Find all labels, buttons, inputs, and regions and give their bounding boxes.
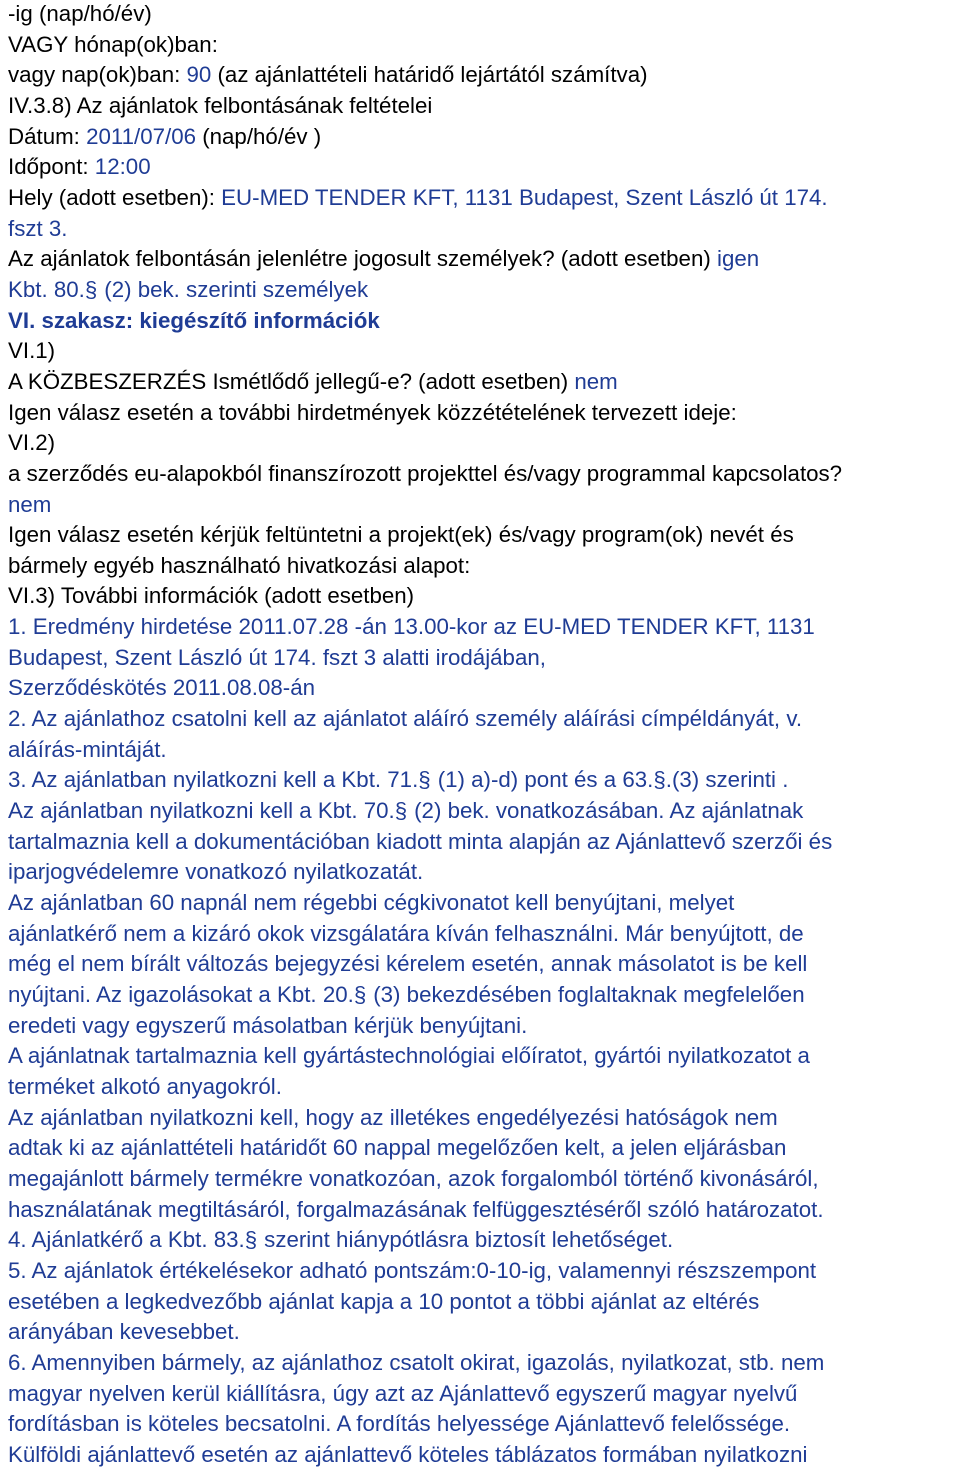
value-text: Budapest, Szent László út 174. fszt 3 alatti irodájában, <box>8 644 546 670</box>
text-line <box>8 888 952 919</box>
value-text: fszt 3. <box>8 215 68 241</box>
text-line <box>8 1041 952 1072</box>
value-text: Az ajánlatban 60 napnál nem régebbi cégkivonatot kell benyújtani, melyet <box>8 890 735 916</box>
text-line <box>8 30 952 61</box>
text-line <box>8 1317 952 1348</box>
value-text: még el nem bírált változás bejegyzési kérelem esetén, annak másolatot is be kell <box>8 951 808 977</box>
text-line <box>8 1164 952 1195</box>
label-text: (nap/hó/év ) <box>196 123 322 149</box>
text-line <box>8 1256 952 1287</box>
value-text: (2) bek. szerinti személyek <box>104 276 369 302</box>
value-text: (2) bek. vonatkozásában. Az ajánlatnak <box>414 798 804 824</box>
value-text: § <box>418 767 431 793</box>
value-text: nyújtani. Az igazolásokat a Kbt. 20. <box>8 982 354 1007</box>
label-text: Igen válasz esetén kérjük feltüntetni a projekt(ek) és/vagy program(ok) nevét és <box>8 522 794 548</box>
value-text: .(3) szerinti . <box>665 767 789 793</box>
text-line <box>8 183 952 214</box>
text-line <box>8 152 952 183</box>
label-text: a szerződés eu-alapokból finanszírozott projekttel és/vagy programmal kapcsolatos? <box>8 460 843 486</box>
text-line <box>8 336 952 367</box>
text-line <box>8 1103 952 1134</box>
value-text: Külföldi ajánlattevő esetén az ajánlattevő köteles táblázatos formában nyilatkozni <box>8 1441 808 1467</box>
text-line <box>8 214 952 245</box>
text-line <box>8 949 952 980</box>
text-line <box>8 827 952 858</box>
label-text: IV.3.8) Az ajánlatok felbontásának feltételei <box>8 92 433 118</box>
text-line <box>8 919 952 950</box>
text-line <box>8 980 952 1011</box>
text-line <box>8 490 952 521</box>
value-text: 12:00 <box>94 154 151 180</box>
text-line <box>8 1348 952 1379</box>
value-text: § <box>653 767 666 793</box>
value-text: igen <box>716 246 760 272</box>
text-line <box>8 857 952 888</box>
value-text: 90 <box>186 62 212 88</box>
text-line <box>8 581 952 612</box>
label-text: A KÖZBESZERZÉS Ismétlődő jellegű-e? (adott esetben) <box>8 368 575 394</box>
text-line <box>8 520 952 551</box>
value-text: § <box>244 1227 258 1253</box>
text-line <box>8 367 952 398</box>
text-line <box>8 1409 952 1440</box>
value-text: szerint hiánypótlásra biztosít lehetőséget. <box>264 1227 674 1253</box>
value-text: § <box>394 798 408 824</box>
value-text: § <box>353 982 367 1007</box>
value-text: 2. Az ajánlathoz csatolni kell az ajánlatot aláíró személy aláírási címpéldányát, v. <box>8 706 803 732</box>
value-text: nem <box>574 368 618 394</box>
value-text: magyar nyelven kerül kiállításra, úgy azt az Ajánlattevő egyszerű magyar nyelvű <box>8 1380 798 1406</box>
value-text: 3. Az ajánlatban nyilatkozni kell a Kbt. 71. <box>8 767 419 793</box>
value-text: használatának megtiltásáról, forgalmazásának felfüggesztéséről szóló határozatot. <box>8 1196 824 1222</box>
value-text: adtak ki az ajánlattételi határidőt 60 nappal megelőzően kelt, a jelen eljárásban <box>8 1135 787 1161</box>
label-text: (az ajánlattételi határidő lejártától számítva) <box>211 62 648 88</box>
value-text: VI. szakasz: kiegészítő információk <box>8 307 380 333</box>
text-line <box>8 796 952 827</box>
label-text: VI.3) További információk (adott esetben) <box>8 583 415 609</box>
value-text: fordításban is köteles becsatolni. A fordítás helyessége Ajánlattevő felelőssége. <box>8 1411 791 1437</box>
text-line <box>8 122 952 153</box>
text-line <box>8 91 952 122</box>
value-text: 4. Ajánlatkérő a Kbt. 83. <box>8 1227 245 1253</box>
text-line <box>8 612 952 643</box>
document-body <box>8 0 952 1471</box>
label-text: vagy nap(ok)ban: <box>8 62 187 88</box>
label-text: Hely (adott esetben): <box>8 184 222 210</box>
text-line <box>8 60 952 91</box>
value-text: Az ajánlatban nyilatkozni kell a Kbt. 70. <box>8 798 395 824</box>
text-line <box>8 398 952 429</box>
text-line <box>8 1133 952 1164</box>
label-text: VI.2) <box>8 430 56 456</box>
value-text: 2011/07/06 <box>86 123 197 149</box>
text-line <box>8 244 952 275</box>
value-text: esetében a legkedvezőbb ajánlat kapja a 10 pontot a többi ajánlat az eltérés <box>8 1288 760 1314</box>
value-text: tartalmaznia kell a dokumentációban kiadott minta alapján az Ajánlattevő szerzői és <box>8 828 833 854</box>
label-text: Igen válasz esetén a további hirdetmények közzétételének tervezett ideje: <box>8 399 737 425</box>
text-line <box>8 673 952 704</box>
text-line <box>8 735 952 766</box>
value-text: terméket alkotó anyagokról. <box>8 1073 282 1099</box>
value-text: (1) a)-d) pont és a 63. <box>437 767 654 793</box>
value-text: 6. Amennyiben bármely, az ajánlathoz csatolt okirat, igazolás, nyilatkozat, stb. nem <box>8 1349 825 1375</box>
text-line <box>8 0 952 30</box>
label-text: VI.1) <box>8 338 56 364</box>
text-line <box>8 765 952 796</box>
text-line <box>8 704 952 735</box>
value-text: aláírás-mintáját. <box>8 736 167 762</box>
label-text: bármely egyéb használható hivatkozási alapot: <box>8 552 471 578</box>
text-line <box>8 275 952 306</box>
value-text: eredeti vagy egyszerű másolatban kérjük benyújtani. <box>8 1012 528 1038</box>
value-text: (3) bekezdésében foglaltaknak megfelelően <box>373 982 805 1007</box>
value-text: 1. Eredmény hirdetése 2011.07.28 -án 13.00-kor az EU-MED TENDER KFT, 1131 <box>8 614 815 640</box>
value-text: § <box>84 276 98 302</box>
label-text: VAGY hónap(ok)ban: <box>8 31 218 57</box>
label-text: Időpont: <box>8 154 95 180</box>
value-text: megajánlott bármely termékre vonatkozóan, azok forgalomból történő kivonásáról, <box>8 1165 819 1191</box>
text-line <box>8 1440 952 1471</box>
text-line <box>8 1379 952 1410</box>
text-line <box>8 1011 952 1042</box>
text-line <box>8 459 952 490</box>
value-text: A ajánlatnak tartalmaznia kell gyártástechnológiai előíratot, gyártói nyilatkozatot a <box>8 1043 810 1069</box>
label-text: Az ajánlatok felbontásán jelenlétre jogosult személyek? (adott esetben) <box>8 246 717 272</box>
text-line <box>8 643 952 674</box>
value-text: EU-MED TENDER KFT, 1131 Budapest, Szent László út 174. <box>221 184 828 210</box>
text-line <box>8 1195 952 1226</box>
text-line <box>8 1225 952 1256</box>
value-text: arányában kevesebbet. <box>8 1319 240 1345</box>
text-line <box>8 428 952 459</box>
value-text: iparjogvédelemre vonatkozó nyilatkozatát. <box>8 859 424 885</box>
value-text: 5. Az ajánlatok értékelésekor adható pontszám:0-10-ig, valamennyi részszempont <box>8 1257 817 1283</box>
label-text: Dátum: <box>8 123 87 149</box>
value-text: Szerződéskötés 2011.08.08-án <box>8 675 315 701</box>
text-line <box>8 551 952 582</box>
text-line <box>8 1072 952 1103</box>
label-text: -ig (nap/hó/év) <box>8 1 152 26</box>
text-line <box>8 306 952 337</box>
value-text: ajánlatkérő nem a kizáró okok vizsgálatára kíván felhasználni. Már benyújtott, de <box>8 920 804 946</box>
value-text: nem <box>8 491 52 517</box>
value-text: Az ajánlatban nyilatkozni kell, hogy az illetékes engedélyezési hatóságok nem <box>8 1104 778 1130</box>
text-line <box>8 1287 952 1318</box>
value-text: Kbt. 80. <box>8 276 85 302</box>
